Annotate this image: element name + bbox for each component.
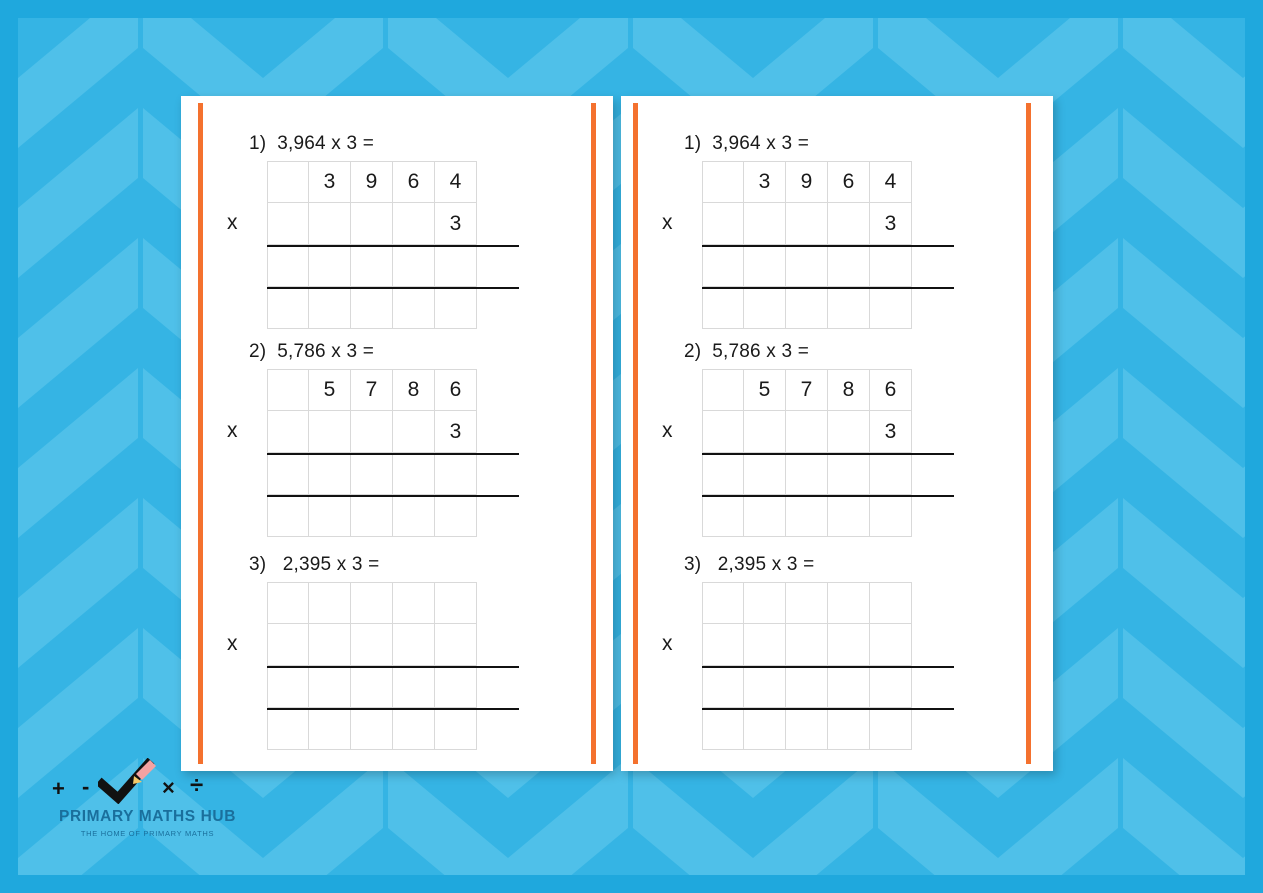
question-3 bbox=[638, 554, 1026, 750]
grid-cell[interactable] bbox=[351, 666, 393, 708]
grid-cell[interactable] bbox=[267, 411, 309, 453]
right-worksheet-inner bbox=[633, 103, 1031, 764]
answer-row bbox=[267, 245, 519, 287]
grid-cell[interactable] bbox=[744, 624, 786, 666]
grid-cell[interactable] bbox=[870, 624, 912, 666]
question-1-grid bbox=[662, 161, 954, 329]
grid-cell[interactable] bbox=[267, 287, 309, 329]
grid-cell[interactable] bbox=[351, 624, 393, 666]
checkmark-pencil-icon bbox=[98, 758, 160, 804]
grid-cell[interactable] bbox=[744, 245, 786, 287]
grid-cell[interactable] bbox=[702, 245, 744, 287]
grid-cell[interactable] bbox=[870, 708, 912, 750]
question-1 bbox=[638, 133, 1026, 329]
logo-brand-text: PRIMARY MATHS HUB bbox=[59, 808, 236, 825]
grid-cell[interactable] bbox=[702, 582, 744, 624]
grid-cell[interactable] bbox=[435, 624, 477, 666]
grid-cell[interactable] bbox=[393, 708, 435, 750]
grid-cell[interactable] bbox=[702, 203, 744, 245]
grid-cell[interactable] bbox=[870, 453, 912, 495]
grid-cell[interactable]: 5 bbox=[309, 369, 351, 411]
grid-cell[interactable] bbox=[309, 287, 351, 329]
operand-bottom-row bbox=[702, 203, 954, 245]
grid-cell[interactable] bbox=[744, 287, 786, 329]
grid-cell[interactable] bbox=[351, 495, 393, 537]
grid-cell[interactable] bbox=[309, 582, 351, 624]
grid-cell[interactable] bbox=[309, 495, 351, 537]
question-2 bbox=[203, 341, 591, 537]
operand-top-row bbox=[267, 161, 519, 203]
multiplication-operator: x bbox=[227, 211, 238, 234]
grid-cell[interactable] bbox=[786, 287, 828, 329]
question-3 bbox=[203, 554, 591, 750]
operand-top-row bbox=[702, 582, 954, 624]
carry-row bbox=[702, 287, 954, 329]
grid-cell[interactable] bbox=[870, 245, 912, 287]
multiplication-operator: x bbox=[227, 632, 238, 655]
grid-cell[interactable] bbox=[309, 624, 351, 666]
divide-icon: ÷ bbox=[190, 772, 204, 799]
grid-cell[interactable] bbox=[351, 287, 393, 329]
operand-top-row bbox=[702, 369, 954, 411]
grid-cell[interactable] bbox=[309, 708, 351, 750]
grid-cell[interactable] bbox=[702, 495, 744, 537]
carry-row bbox=[267, 708, 519, 750]
multiplication-operator: x bbox=[662, 419, 673, 442]
grid-cell[interactable]: 3 bbox=[870, 203, 912, 245]
times-icon: × bbox=[162, 775, 175, 800]
grid-cell[interactable]: 8 bbox=[393, 369, 435, 411]
grid-cell[interactable] bbox=[870, 582, 912, 624]
grid-cell[interactable] bbox=[786, 453, 828, 495]
grid-cell[interactable] bbox=[828, 495, 870, 537]
carry-row bbox=[267, 495, 519, 537]
grid-cell[interactable] bbox=[393, 203, 435, 245]
answer-rule bbox=[702, 708, 954, 710]
grid-cell[interactable] bbox=[267, 203, 309, 245]
grid-cell[interactable]: 3 bbox=[435, 203, 477, 245]
grid-cell[interactable] bbox=[309, 245, 351, 287]
carry-row bbox=[267, 287, 519, 329]
grid-cell[interactable] bbox=[828, 666, 870, 708]
grid-cell[interactable] bbox=[828, 624, 870, 666]
grid-cell[interactable]: 3 bbox=[435, 411, 477, 453]
operand-bottom-row bbox=[267, 411, 519, 453]
minus-icon: - bbox=[82, 774, 90, 799]
operand-rule bbox=[267, 453, 519, 455]
grid-cell[interactable] bbox=[870, 666, 912, 708]
grid-cell[interactable] bbox=[702, 411, 744, 453]
operand-top-row bbox=[267, 582, 519, 624]
answer-row bbox=[702, 666, 954, 708]
left-worksheet bbox=[181, 96, 613, 771]
multiplication-operator: x bbox=[662, 211, 673, 234]
grid-cell[interactable]: 3 bbox=[744, 161, 786, 203]
answer-rule bbox=[267, 495, 519, 497]
question-2-prompt: 2) 5,786 x 3 = bbox=[684, 341, 809, 362]
plus-icon: + bbox=[52, 776, 65, 801]
grid-cell[interactable] bbox=[351, 582, 393, 624]
grid-cell[interactable] bbox=[267, 453, 309, 495]
grid-cell[interactable] bbox=[267, 624, 309, 666]
grid-cell[interactable] bbox=[393, 411, 435, 453]
grid-cell[interactable] bbox=[393, 582, 435, 624]
grid-cell[interactable]: 9 bbox=[351, 161, 393, 203]
grid-cell[interactable]: 4 bbox=[435, 161, 477, 203]
grid-cell[interactable]: 8 bbox=[828, 369, 870, 411]
question-1-grid bbox=[227, 161, 519, 329]
answer-row bbox=[702, 453, 954, 495]
logo-tagline: THE HOME OF PRIMARY MATHS bbox=[80, 829, 215, 838]
grid-cell[interactable] bbox=[870, 495, 912, 537]
grid-cell[interactable] bbox=[828, 708, 870, 750]
operand-rule bbox=[702, 666, 954, 668]
grid-cell[interactable] bbox=[744, 411, 786, 453]
left-worksheet-inner bbox=[198, 103, 596, 764]
grid-cell[interactable] bbox=[393, 453, 435, 495]
grid-cell[interactable] bbox=[267, 161, 309, 203]
grid-cell[interactable] bbox=[267, 495, 309, 537]
grid-cell[interactable] bbox=[267, 245, 309, 287]
grid-cell[interactable] bbox=[702, 369, 744, 411]
grid-cell[interactable]: 6 bbox=[435, 369, 477, 411]
grid-cell[interactable]: 9 bbox=[786, 161, 828, 203]
grid-cell[interactable] bbox=[309, 411, 351, 453]
grid-cell[interactable] bbox=[702, 624, 744, 666]
question-2-grid bbox=[662, 369, 954, 537]
grid-cell[interactable] bbox=[786, 582, 828, 624]
operand-rule bbox=[267, 245, 519, 247]
grid-cell[interactable] bbox=[267, 666, 309, 708]
grid-cell[interactable] bbox=[702, 708, 744, 750]
right-worksheet bbox=[621, 96, 1053, 771]
grid-cell[interactable] bbox=[435, 495, 477, 537]
grid-cell[interactable] bbox=[702, 666, 744, 708]
grid-cell[interactable]: 4 bbox=[870, 161, 912, 203]
grid-cell[interactable] bbox=[702, 453, 744, 495]
grid-cell[interactable] bbox=[702, 161, 744, 203]
grid-cell[interactable] bbox=[786, 203, 828, 245]
grid-cell[interactable] bbox=[351, 203, 393, 245]
operand-bottom-row bbox=[267, 624, 519, 666]
grid-cell[interactable] bbox=[828, 203, 870, 245]
grid-cell[interactable] bbox=[435, 666, 477, 708]
answer-rule bbox=[267, 708, 519, 710]
question-2 bbox=[638, 341, 1026, 537]
grid-cell[interactable] bbox=[828, 453, 870, 495]
grid-cell[interactable]: 5 bbox=[744, 369, 786, 411]
grid-cell[interactable] bbox=[744, 495, 786, 537]
grid-cell[interactable] bbox=[435, 582, 477, 624]
grid-cell[interactable] bbox=[786, 495, 828, 537]
operand-top-row bbox=[267, 369, 519, 411]
operand-bottom-row bbox=[267, 203, 519, 245]
grid-cell[interactable] bbox=[828, 287, 870, 329]
question-1 bbox=[203, 133, 591, 329]
grid-cell[interactable] bbox=[435, 453, 477, 495]
grid-cell[interactable] bbox=[267, 582, 309, 624]
primary-maths-hub-logo bbox=[40, 766, 255, 838]
grid-cell[interactable] bbox=[744, 708, 786, 750]
operand-rule bbox=[702, 245, 954, 247]
question-2-prompt: 2) 5,786 x 3 = bbox=[249, 341, 374, 362]
operand-bottom-row bbox=[702, 411, 954, 453]
grid-cell[interactable] bbox=[309, 203, 351, 245]
answer-rule bbox=[702, 287, 954, 289]
operand-top-row bbox=[702, 161, 954, 203]
grid-cell[interactable] bbox=[744, 453, 786, 495]
grid-cell[interactable] bbox=[828, 245, 870, 287]
operand-bottom-row bbox=[702, 624, 954, 666]
grid-cell[interactable] bbox=[393, 666, 435, 708]
grid-cell[interactable] bbox=[309, 453, 351, 495]
grid-cell[interactable] bbox=[786, 708, 828, 750]
grid-cell[interactable] bbox=[393, 287, 435, 329]
question-1-prompt: 1) 3,964 x 3 = bbox=[684, 133, 809, 154]
grid-cell[interactable]: 6 bbox=[393, 161, 435, 203]
answer-row bbox=[702, 245, 954, 287]
grid-cell[interactable] bbox=[351, 453, 393, 495]
grid-cell[interactable] bbox=[786, 666, 828, 708]
question-1-prompt: 1) 3,964 x 3 = bbox=[249, 133, 374, 154]
carry-row bbox=[702, 495, 954, 537]
grid-cell[interactable] bbox=[309, 666, 351, 708]
operand-rule bbox=[702, 453, 954, 455]
answer-rule bbox=[702, 495, 954, 497]
carry-row bbox=[702, 708, 954, 750]
question-3-prompt: 3) 2,395 x 3 = bbox=[684, 554, 815, 575]
grid-cell[interactable]: 6 bbox=[828, 161, 870, 203]
multiplication-operator: x bbox=[662, 632, 673, 655]
operand-rule bbox=[267, 666, 519, 668]
grid-cell[interactable] bbox=[393, 245, 435, 287]
grid-cell[interactable]: 7 bbox=[786, 369, 828, 411]
grid-cell[interactable] bbox=[786, 245, 828, 287]
grid-cell[interactable]: 3 bbox=[309, 161, 351, 203]
answer-rule bbox=[267, 287, 519, 289]
grid-cell[interactable]: 6 bbox=[870, 369, 912, 411]
grid-cell[interactable] bbox=[435, 245, 477, 287]
grid-cell[interactable] bbox=[828, 582, 870, 624]
grid-cell[interactable] bbox=[435, 287, 477, 329]
grid-cell[interactable] bbox=[267, 708, 309, 750]
multiplication-operator: x bbox=[227, 419, 238, 442]
question-3-prompt: 3) 2,395 x 3 = bbox=[249, 554, 380, 575]
grid-cell[interactable] bbox=[393, 495, 435, 537]
grid-cell[interactable] bbox=[702, 287, 744, 329]
grid-cell[interactable] bbox=[786, 624, 828, 666]
question-2-grid bbox=[227, 369, 519, 537]
grid-cell[interactable] bbox=[744, 203, 786, 245]
logo-symbols bbox=[40, 766, 255, 806]
answer-row bbox=[267, 453, 519, 495]
grid-cell[interactable] bbox=[351, 708, 393, 750]
grid-cell[interactable]: 7 bbox=[351, 369, 393, 411]
grid-cell[interactable] bbox=[267, 369, 309, 411]
grid-cell[interactable] bbox=[744, 582, 786, 624]
grid-cell[interactable] bbox=[828, 411, 870, 453]
grid-cell[interactable] bbox=[786, 411, 828, 453]
grid-cell[interactable] bbox=[870, 287, 912, 329]
grid-cell[interactable] bbox=[351, 245, 393, 287]
grid-cell[interactable] bbox=[744, 666, 786, 708]
grid-cell[interactable] bbox=[435, 708, 477, 750]
question-3-grid bbox=[662, 582, 954, 750]
question-3-grid bbox=[227, 582, 519, 750]
grid-cell[interactable] bbox=[351, 411, 393, 453]
answer-row bbox=[267, 666, 519, 708]
grid-cell[interactable] bbox=[393, 624, 435, 666]
grid-cell[interactable]: 3 bbox=[870, 411, 912, 453]
